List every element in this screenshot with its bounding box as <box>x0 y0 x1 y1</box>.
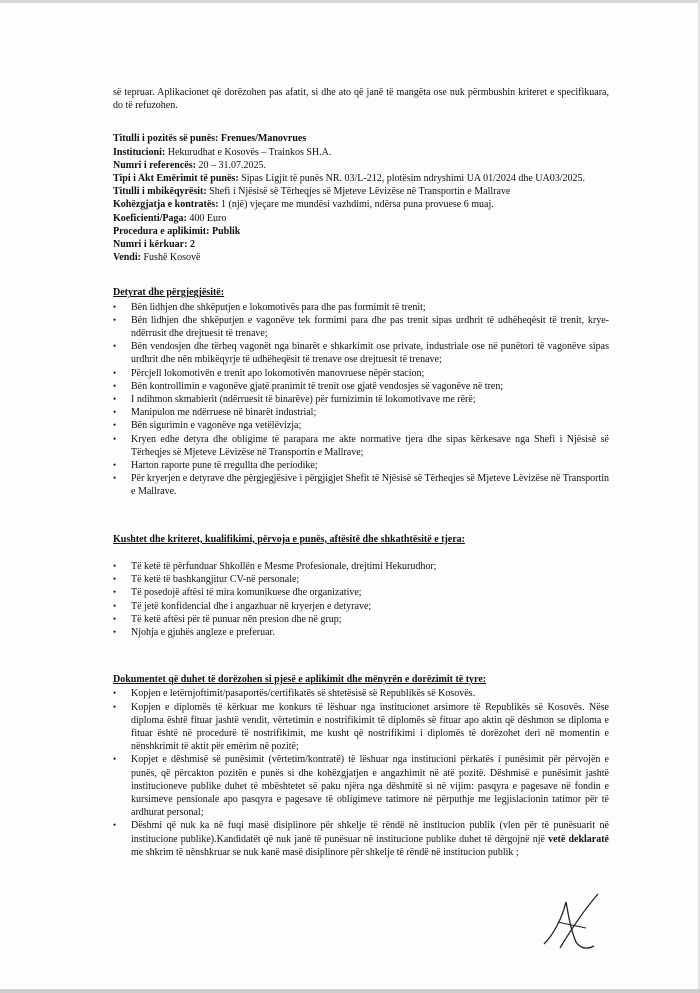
handwritten-signature <box>536 888 606 958</box>
requirement-item: • Njohja e gjuhës angleze e preferuar. <box>113 626 609 639</box>
duties-section <box>113 286 609 498</box>
act-value: Sipas Ligjit të punës NR. 03/L-212, plotësim ndryshimi UA 01/2024 dhe UA03/2025. <box>241 173 586 185</box>
duty-item: • Përcjell lokomotivën e trenit apo lokomotivën manovruese nëpër stacion; <box>113 367 609 380</box>
reference-value: 20 – 31.07.2025. <box>198 159 266 171</box>
duty-item: • Kryen edhe detyra dhe obligime të parapara me akte normative tjera dhe sipas kërkesave nga Shefi i Njësisë së Tërheqjes së Mjeteve Lëvizëse në Transportin e Mallrave; <box>113 433 609 459</box>
documents-section <box>113 673 609 859</box>
salary-line: Koeficienti/Paga: 400 Euro <box>113 212 227 224</box>
duties-heading: Detyrat dhe përgjegjësitë: <box>113 287 225 299</box>
requirement-item: • Të ketë të përfunduar Shkollën e Mesme Profesionale, drejtimi Hekurudhor; <box>113 560 609 573</box>
document-item: • Kopjen e diplomës të kërkuar me konkurs të lëshuar nga institucionet arsimore të Republikës së Kosovës. Nëse diploma është fituar jashtë vendit, vërtetimin e nostrifikimit të diplomës së fituar apo aktin që dëshmon se diploma e fituar është në procedurë të nostrifikimit, me kusht që nostrifikimi i diplomës të dorëzohet deri në momentin e nënshkrimit të aktit për emërim në pozitë; <box>113 701 609 754</box>
duty-item: • Bën sigurimin e vagonëve nga vetëlëvizja; <box>113 419 609 432</box>
job-info-block <box>113 132 609 264</box>
location-value: Fushë Kosovë <box>143 252 201 264</box>
required-line: Numri i kërkuar: 2 <box>113 239 195 251</box>
duty-item: • Manipulon me ndërruese në binarët industrial; <box>113 406 609 419</box>
requirement-item: • Të posedojë aftësi të mira komunikuese dhe organizative; <box>113 586 609 599</box>
requirement-item: • Të ketë të bashkangjitur CV-në personale; <box>113 573 609 586</box>
job-title-value: Frenues/Manovrues <box>220 133 307 145</box>
duty-item: • I ndihmon skmabierit (ndërruesit të binarëve) për furnizimin të lokomotivave me rërë; <box>113 393 609 406</box>
document-item: • Kopjen e letërnjoftimit/pasaportës/certifikatës së shtetësisë së Republikës së Kosovës. <box>113 687 609 700</box>
duty-item: • Bën kontrollimin e vagonëve gjatë pranimit të trenit ose gjatë vendosjes së vagonëve në tren; <box>113 380 609 393</box>
institution-line: Institucioni: Hekurudhat e Kosovës – Trainkos SH.A. <box>113 146 332 158</box>
documents-heading: Dokumentet që duhet të dorëzohen si pjesë e aplikimit dhe mënyrën e dorëzimit të tyre: <box>113 674 487 686</box>
duration-line: Kohëzgjatja e kontratës: 1 (një) vjeçare me mundësi vazhdimi, ndërsa puna provuese 6 muaj. <box>113 199 494 211</box>
requirement-item: • Të ketë aftësi për të punuar nën presion dhe në grup; <box>113 613 609 626</box>
document-item: • Kopjet e dëshmisë së punësimit (vërtetim/kontratë) të lëshuar nga institucioni përkatës i punësimit për përvojën e punës, që përcakton pozitën e punës si dhe kohëzgjatjen e angazhimit në atë pozitë. Dëshmisë e punësimit jashtë institucioneve publike duhet të mbështetet së paku njëra nga dëshmitë si në vijim: pasqyra e pagesave në fondin e kursimeve pensionale apo pasqyra e pagesave të obligimeve tatimore në përputhje me legjislacionin tatimor për të ardhurat personal; <box>113 753 609 819</box>
requirements-list <box>113 560 609 639</box>
requirements-heading: Kushtet dhe kriteret, kualifikimi, përvoja e punës, aftësitë dhe shkathtësitë e tjera: <box>113 533 466 545</box>
duty-item: • Bën vendosjen dhe tërheq vagonët nga binarët e shkarkimit ose private, industriale ose në punëtori të vagonëve sipas urdhrit dhe nën mbikëqyrje të udhëheqësit të trenave ose drejtuesit të trenave; <box>113 340 609 366</box>
intro-paragraph: së tepruar. Aplikacionet që dorëzohen pas afatit, si dhe ato që janë të mangëta ose nuk përmbushin kriteret e specifikuara, do të refuzohen. <box>113 87 609 112</box>
institution-value: Hekurudhat e Kosovës – Trainkos SH.A. <box>167 146 332 158</box>
duty-item: • Bën lidhjen dhe shkëputjen e vagonëve tek formimi para dhe pas trenit sipas urdhrit të udhëheqësit të trenit, krye-ndërrusit dhe drejtuesit të trenave; <box>113 314 609 340</box>
job-title-line: Titulli i pozitës së punës: Frenues/Manovrues <box>113 133 307 145</box>
document-item-last: • Dëshmi që nuk ka në fuqi masë disiplinore për shkelje të rëndë në institucion publik (vlen për të punësuarit në institucione publike).Kandidatët që nuk janë të punësuar në institucione publike duhet të dërgojnë një vetë deklaratë me shkrim të nënshkruar se nuk kanë masë disiplinore për shkelje të rëndë në institucion publik ; <box>113 819 609 859</box>
duration-value: 1 (një) vjeçare me mundësi vazhdimi, ndërsa puna provuese 6 muaj. <box>221 199 494 211</box>
duties-list <box>113 301 609 499</box>
supervisor-value: Shefi i Njësisë së Tërheqjes së Mjeteve Lëvizëse në Transportin e Mallrave <box>209 186 511 198</box>
document-body <box>113 86 609 859</box>
scan-edge-bottom <box>0 989 700 993</box>
salary-value: 400 Euro <box>189 212 227 224</box>
reference-line: Numri i referencës: 20 – 31.07.2025. <box>113 159 266 171</box>
documents-list <box>113 687 609 859</box>
supervisor-line: Titulli i mbikëqyrësit: Shefi i Njësisë së Tërheqjes së Mjeteve Lëvizëse në Transportin e Mallrave <box>113 186 511 198</box>
duty-item: • Bën lidhjen dhe shkëputjen e lokomotivës para dhe pas formimit të trenit; <box>113 301 609 314</box>
self-declaration-emphasis: vetë deklaratë <box>548 833 609 845</box>
required-value: 2 <box>189 239 195 251</box>
procedure-line: Procedura e aplikimit: Publik <box>113 225 241 237</box>
duty-item: • Për kryerjen e detyrave dhe përgjegjësive i përgjigjet Shefit të Njësisë së Tërheqjes së Mjeteve Lëvizëse në Transportin e Mallrave. <box>113 472 609 498</box>
procedure-value: Publik <box>211 225 241 237</box>
scan-edge-top <box>0 0 700 3</box>
act-line: Tipi i Akt Emërimit të punës: Sipas Ligjit të punës NR. 03/L-212, plotësim ndryshimi UA 01/2024 dhe UA03/2025. <box>113 173 586 185</box>
requirement-item: • Të jetë konfidencial dhe i angazhuar në kryerjen e detyrave; <box>113 600 609 613</box>
requirements-section <box>113 533 609 639</box>
duty-item: • Harton raporte pune të rregullta dhe periodike; <box>113 459 609 472</box>
location-line: Vendi: Fushë Kosovë <box>113 252 201 264</box>
